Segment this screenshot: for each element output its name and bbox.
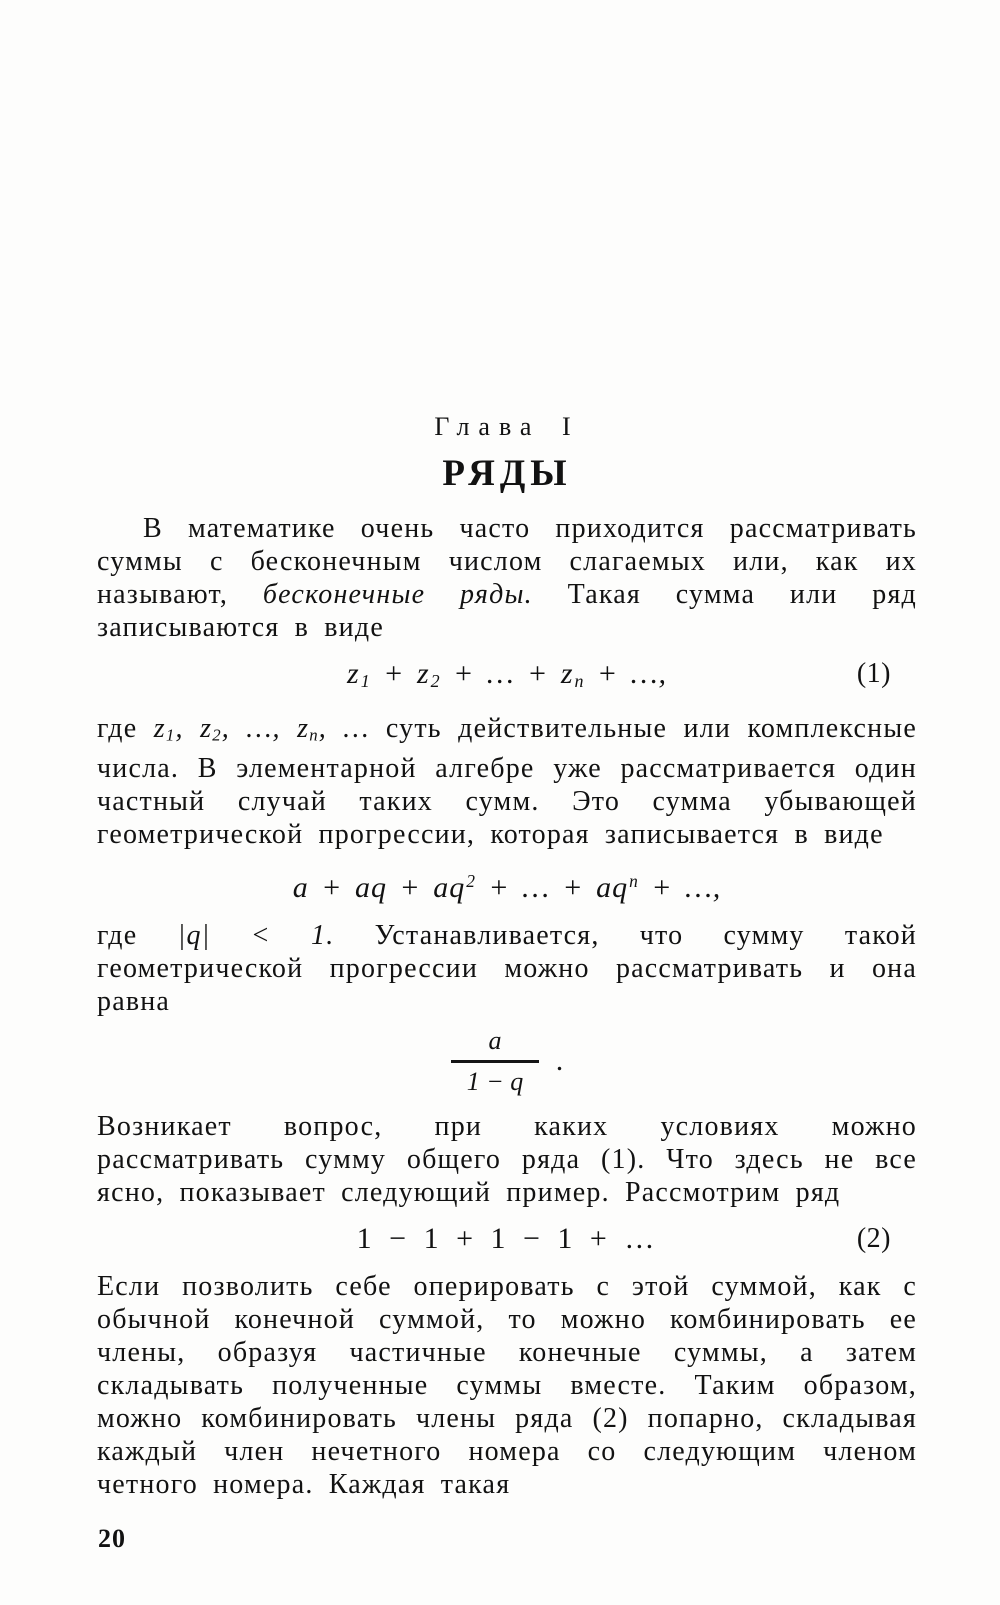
paragraph-text: Устанавливается, что сумму такой геометрической прогрессии можно рассматривать и она равна	[97, 920, 917, 1018]
paragraph-text: Такая сумма или ряд записываются в виде	[97, 579, 917, 643]
paragraph-text: суть действительные или комплексные числа. В элементарной алгебре уже рассматривается один частный случай таких сумм. Это сумма убывающей геометрической прогрессии, которая записывается в виде	[97, 712, 917, 850]
fraction-denominator: 1 − q	[451, 1060, 540, 1096]
equation-number-2: (2)	[856, 1222, 891, 1254]
formula-series: $z_1 + z_2$ + … + $z_n$ + …,	[347, 657, 667, 691]
formula-row-series	[97, 653, 917, 702]
paragraph-text: где	[97, 920, 178, 952]
paragraph-text: где	[97, 712, 154, 744]
italic-term-infinite-series: бесконечные ряды.	[262, 579, 533, 610]
paragraph-question: Возникает вопрос, при каких условиях можно рассматривать сумму общего ряда (1). Что здесь не все ясно, показывает следующий пример. Рассмотрим ряд	[97, 1110, 917, 1208]
equation-number-1: (1)	[856, 658, 891, 689]
paragraph-combining: Если позволить себе оперировать с этой суммой, как с обычной конечной суммой, то можно комбинировать ее члены, образуя частичные конечные суммы, а затем складывать полученные суммы вместе. Таким образом, можно комбинировать члены ряда (2) попарно, складывая каждый член нечетного номера со следующим членом четного номера. Каждая такая	[97, 1270, 917, 1500]
fraction-a-over-1-minus-q	[451, 1026, 540, 1095]
paragraph-text: В математике очень часто приходится рассматривать суммы с бесконечным числом слагаемых или, как их называют,	[97, 513, 917, 610]
formula-row-geometric	[97, 860, 917, 910]
paragraph-terms	[97, 712, 917, 851]
formula-geometric-progression: a + aq + $aq^2$ + … + $aq^n$ + …,	[292, 870, 722, 905]
paragraph-intro	[97, 512, 917, 644]
chapter-title: РЯДЫ	[442, 453, 572, 494]
inline-math-z-terms: $z_1$, $z_2$, …, $z_n$, …	[153, 712, 370, 745]
chapter-heading: Глава I	[434, 412, 580, 441]
fraction-period: .	[555, 1044, 564, 1078]
fraction-row	[97, 1026, 917, 1095]
page-number: 20	[98, 1524, 126, 1553]
paragraph-condition	[97, 919, 917, 1018]
formula-row-alternating	[97, 1218, 917, 1260]
inline-math-q-condition: |q| < 1.	[177, 920, 335, 952]
fraction-numerator: a	[488, 1026, 502, 1056]
formula-alternating-series: 1 − 1 + 1 − 1 + …	[356, 1221, 658, 1255]
